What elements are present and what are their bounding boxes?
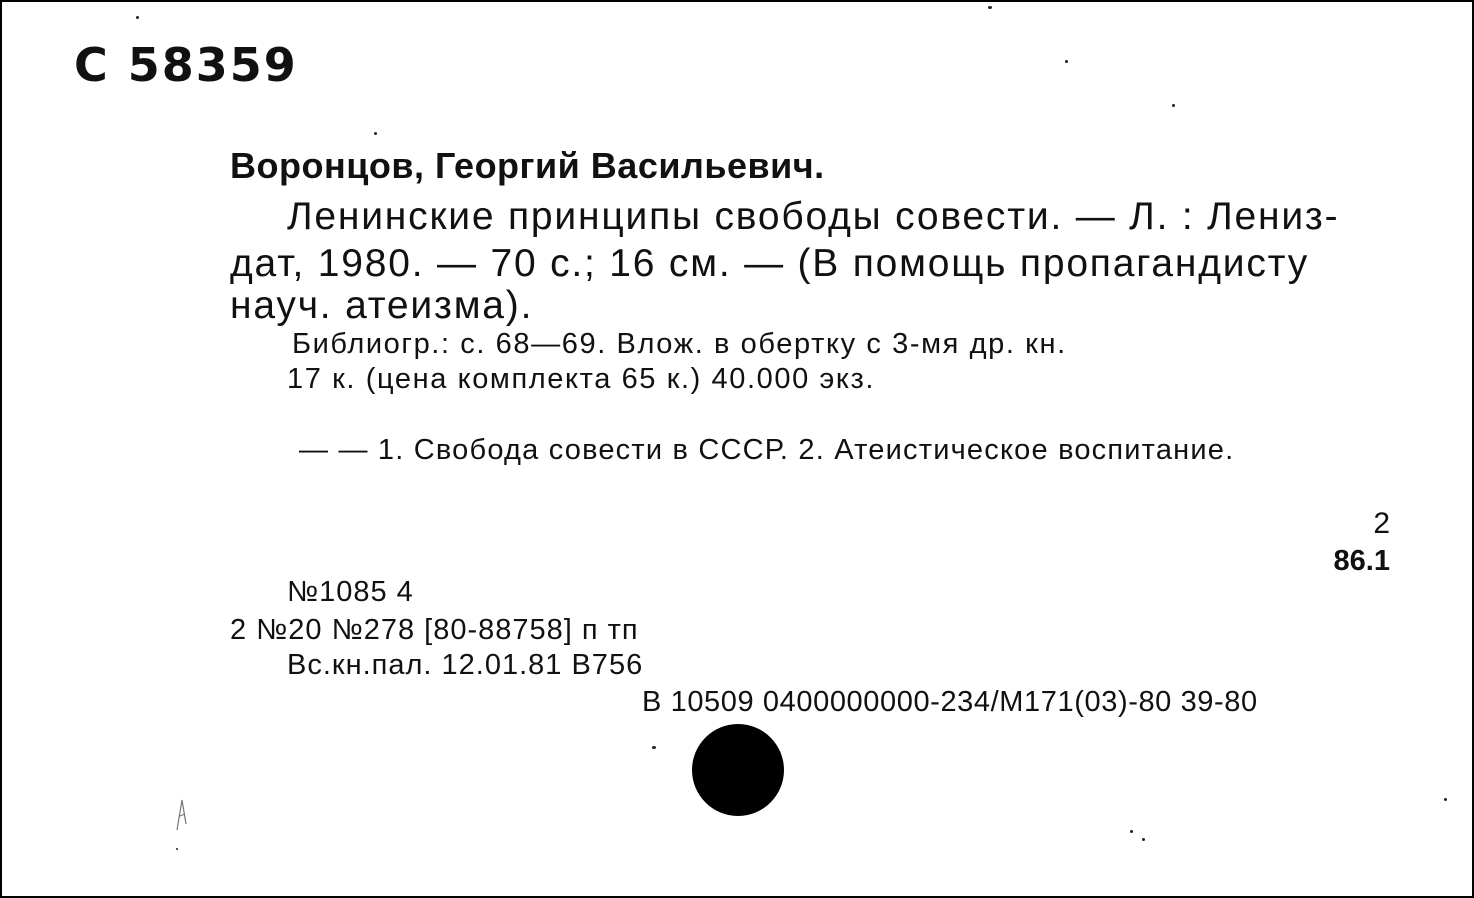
speck-mark xyxy=(1065,60,1068,63)
speck-mark xyxy=(176,848,178,850)
tech-line-2: 2 №20 №278 [80-88758] п тп xyxy=(230,614,639,646)
title-line-3: науч. атеизма). xyxy=(230,284,534,327)
call-number: С 58359 xyxy=(74,38,298,92)
pencil-mark-icon xyxy=(174,794,194,834)
speck-mark xyxy=(1172,104,1175,107)
title-line-1: Ленинские принципы свободы совести. — Л. : Лениз- xyxy=(287,195,1340,238)
classification-index: 86.1 xyxy=(1333,545,1390,577)
speck-mark xyxy=(1444,798,1447,801)
speck-mark xyxy=(1142,838,1145,841)
speck-mark xyxy=(652,746,656,749)
classification-top: 2 xyxy=(1373,507,1390,540)
author-heading: Воронцов, Георгий Васильевич. xyxy=(230,145,825,186)
speck-mark xyxy=(374,132,377,135)
tech-line-1: №1085 4 xyxy=(287,576,414,608)
speck-mark xyxy=(136,16,139,19)
note-price: 17 к. (цена комплекта 65 к.) 40.000 экз. xyxy=(287,363,876,395)
punch-hole xyxy=(692,724,784,816)
speck-mark xyxy=(988,6,992,9)
subject-headings: — — 1. Свобода совести в СССР. 2. Атеистическое воспитание. xyxy=(299,434,1235,466)
tech-line-4: В 10509 0400000000-234/М171(03)-80 39-80 xyxy=(642,686,1258,718)
note-bibliography: Библиогр.: с. 68—69. Влож. в обертку с 3-мя др. кн. xyxy=(292,328,1067,360)
speck-mark xyxy=(1130,830,1133,833)
tech-line-3: Вс.кн.пал. 12.01.81 В756 xyxy=(287,649,644,681)
title-line-2: дат, 1980. — 70 с.; 16 см. — (В помощь пропагандисту xyxy=(230,242,1310,285)
